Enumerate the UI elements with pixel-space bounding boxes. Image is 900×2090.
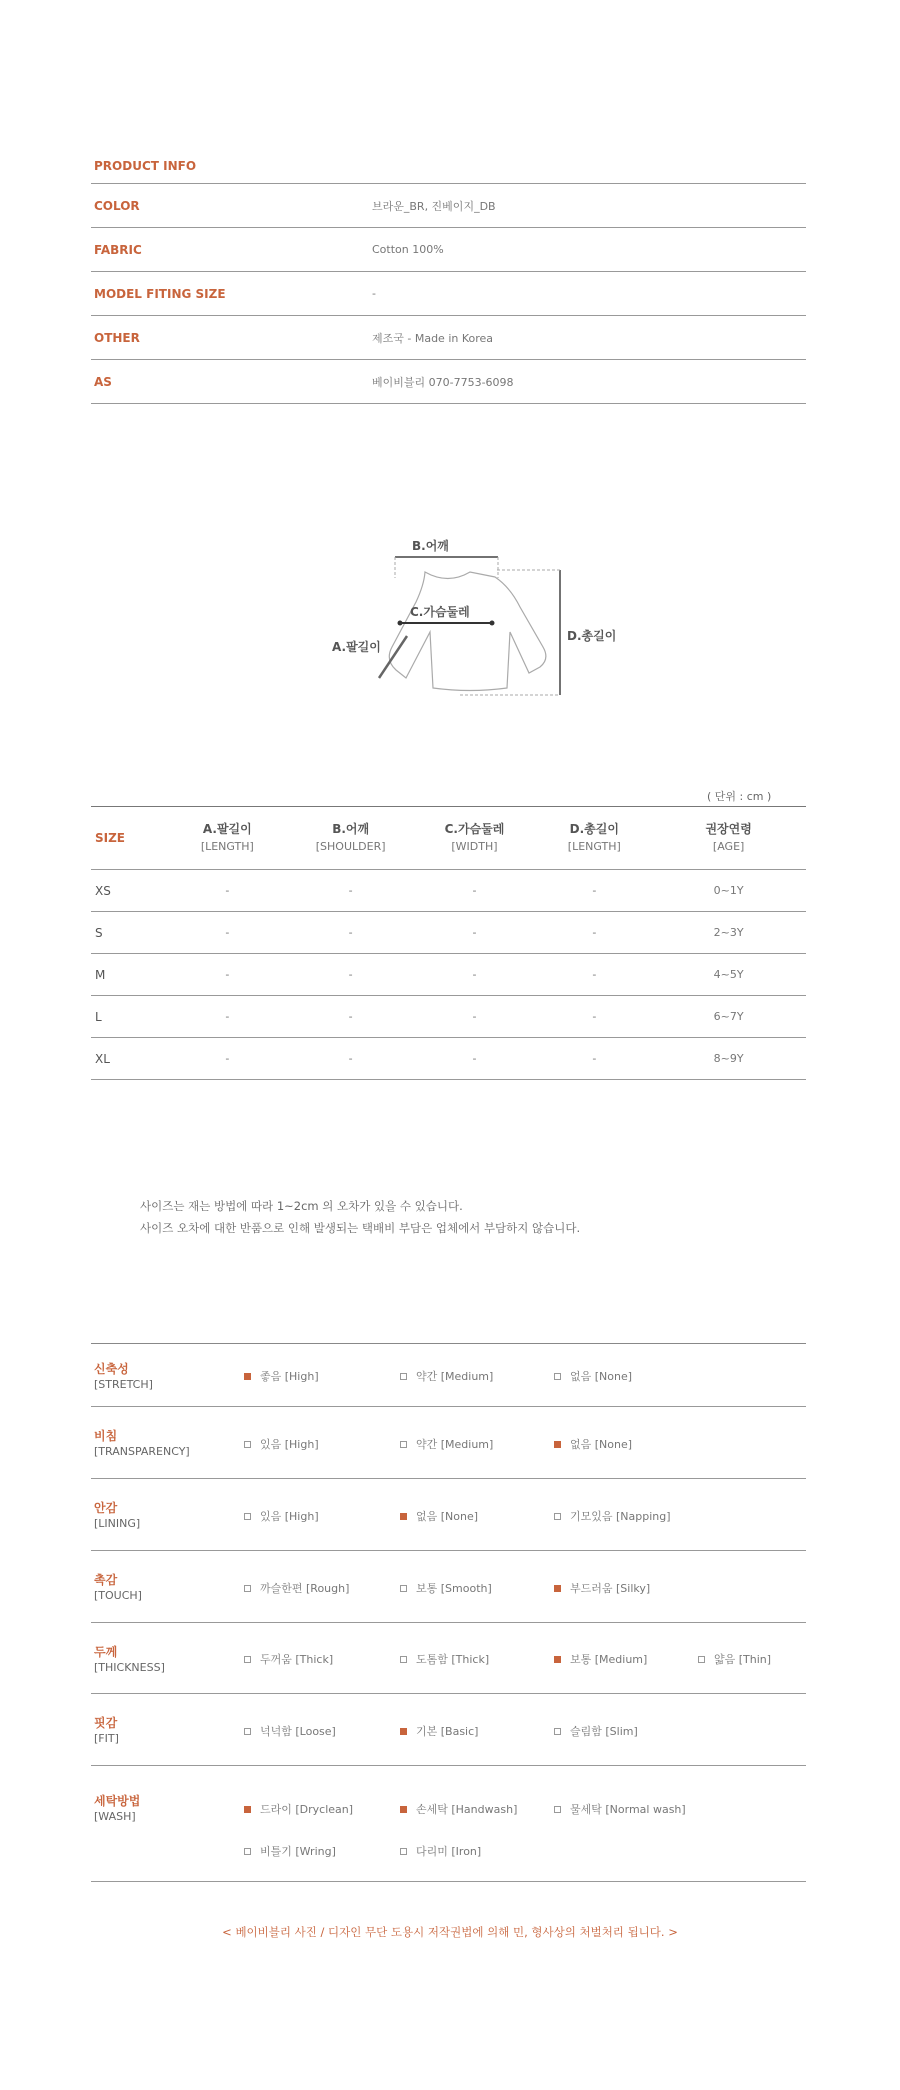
option-label: 까슬한편 [Rough] bbox=[260, 1582, 350, 1595]
option-label: 넉넉함 [Loose] bbox=[260, 1725, 336, 1738]
attribute-option bbox=[244, 1368, 319, 1384]
attribute-option bbox=[554, 1723, 638, 1739]
product-info-table bbox=[91, 150, 806, 404]
size-table bbox=[91, 806, 806, 1080]
attribute-label bbox=[94, 1361, 153, 1393]
size-cell: - bbox=[348, 884, 353, 897]
attribute-name-en: [FIT] bbox=[94, 1732, 119, 1745]
unchecked-box-icon bbox=[554, 1513, 561, 1520]
size-cell: - bbox=[225, 926, 230, 939]
attribute-name: 촉감 bbox=[94, 1573, 118, 1587]
size-cell: - bbox=[225, 968, 230, 981]
attribute-label bbox=[94, 1793, 140, 1825]
product-info-row bbox=[91, 271, 806, 315]
attribute-option bbox=[244, 1508, 319, 1524]
option-label: 기모있음 [Napping] bbox=[570, 1510, 671, 1523]
attribute-label bbox=[94, 1572, 142, 1604]
option-label: 비틀기 [Wring] bbox=[260, 1845, 336, 1858]
size-row bbox=[91, 912, 806, 954]
fabric-attributes-table bbox=[91, 1343, 806, 1882]
attribute-row bbox=[91, 1551, 806, 1623]
attribute-option bbox=[554, 1580, 650, 1596]
checked-box-icon bbox=[554, 1656, 561, 1663]
checked-box-icon bbox=[400, 1806, 407, 1813]
attribute-option bbox=[698, 1651, 771, 1667]
attribute-name: 핏감 bbox=[94, 1716, 118, 1730]
product-info-value: 제조국 - Made in Korea bbox=[372, 331, 494, 345]
attribute-row bbox=[91, 1694, 806, 1766]
size-name: M bbox=[95, 967, 106, 982]
product-info-row bbox=[91, 315, 806, 359]
unchecked-box-icon bbox=[244, 1728, 251, 1735]
size-cell: - bbox=[592, 1052, 597, 1065]
attribute-name-en: [WASH] bbox=[94, 1810, 136, 1823]
attribute-name-en: [LINING] bbox=[94, 1517, 141, 1530]
attribute-option bbox=[244, 1723, 336, 1739]
unchecked-box-icon bbox=[400, 1656, 407, 1663]
checked-box-icon bbox=[400, 1728, 407, 1735]
size-name: XL bbox=[95, 1051, 110, 1066]
unchecked-box-icon bbox=[554, 1728, 561, 1735]
size-row bbox=[91, 870, 806, 912]
unchecked-box-icon bbox=[698, 1656, 705, 1663]
attribute-label bbox=[94, 1500, 140, 1532]
attribute-row bbox=[91, 1407, 806, 1479]
option-label: 드라이 [Dryclean] bbox=[260, 1803, 354, 1816]
col-header: 권장연령 bbox=[705, 822, 752, 836]
attribute-option bbox=[400, 1580, 492, 1596]
attribute-label bbox=[94, 1715, 119, 1747]
attribute-row bbox=[91, 1479, 806, 1551]
attribute-name-en: [TRANSPARENCY] bbox=[94, 1445, 190, 1458]
attribute-option bbox=[554, 1436, 632, 1452]
product-info-label: FABRIC bbox=[94, 242, 142, 257]
size-name: L bbox=[95, 1009, 102, 1024]
size-table-header bbox=[91, 807, 806, 870]
attribute-option bbox=[244, 1651, 333, 1667]
option-label: 없음 [None] bbox=[570, 1438, 633, 1451]
size-cell: - bbox=[472, 1052, 477, 1065]
attribute-option bbox=[400, 1651, 489, 1667]
unchecked-box-icon bbox=[400, 1441, 407, 1448]
size-cell: - bbox=[348, 926, 353, 939]
unchecked-box-icon bbox=[244, 1656, 251, 1663]
garment-measurement-diagram bbox=[330, 535, 630, 710]
attribute-label bbox=[94, 1644, 165, 1676]
col-subheader: [LENGTH] bbox=[200, 840, 254, 853]
size-cell: - bbox=[592, 926, 597, 939]
size-unit-label: ( 단위 : cm ) bbox=[707, 790, 772, 803]
col-header: B.어깨 bbox=[332, 822, 370, 836]
attribute-row bbox=[91, 1766, 806, 1882]
attribute-option bbox=[244, 1436, 319, 1452]
option-label: 없음 [None] bbox=[416, 1510, 479, 1523]
option-label: 얇음 [Thin] bbox=[714, 1653, 772, 1666]
attribute-name: 신축성 bbox=[94, 1362, 129, 1376]
attribute-option bbox=[400, 1843, 481, 1859]
option-label: 물세탁 [Normal wash] bbox=[570, 1803, 686, 1816]
size-cell: 0~1Y bbox=[713, 884, 744, 897]
attribute-label bbox=[94, 1428, 190, 1460]
size-cell: - bbox=[592, 1010, 597, 1023]
checked-box-icon bbox=[244, 1806, 251, 1813]
garment-sketch bbox=[330, 535, 630, 710]
attribute-option bbox=[400, 1436, 493, 1452]
checked-box-icon bbox=[400, 1513, 407, 1520]
unchecked-box-icon bbox=[244, 1513, 251, 1520]
size-cell: 2~3Y bbox=[713, 926, 744, 939]
size-notes bbox=[140, 1195, 580, 1239]
col-subheader: [WIDTH] bbox=[451, 840, 498, 853]
option-label: 있음 [High] bbox=[260, 1510, 319, 1523]
size-row bbox=[91, 954, 806, 996]
size-cell: - bbox=[348, 1010, 353, 1023]
option-label: 없음 [None] bbox=[570, 1370, 633, 1383]
size-cell: - bbox=[225, 1052, 230, 1065]
product-info-value: Cotton 100% bbox=[372, 243, 444, 256]
diagram-label-sleeve: A.팔길이 bbox=[332, 640, 381, 654]
size-cell: - bbox=[225, 884, 230, 897]
attribute-row bbox=[91, 1344, 806, 1407]
attribute-option bbox=[400, 1368, 493, 1384]
attribute-option bbox=[400, 1723, 478, 1739]
copyright-notice: < 베이비블리 사진 / 디자인 무단 도용시 저작권법에 의해 민, 형사상의 처벌처리 됩니다. > bbox=[222, 1925, 678, 1939]
option-label: 부드러움 [Silky] bbox=[570, 1582, 651, 1595]
size-cell: - bbox=[592, 884, 597, 897]
size-name: S bbox=[95, 925, 103, 940]
attribute-option bbox=[400, 1801, 517, 1817]
option-label: 슬림함 [Slim] bbox=[570, 1725, 638, 1738]
unchecked-box-icon bbox=[244, 1848, 251, 1855]
col-header: C.가슴둘레 bbox=[444, 822, 505, 836]
product-info-value: - bbox=[372, 287, 376, 300]
option-label: 보통 [Medium] bbox=[570, 1653, 648, 1666]
attribute-name: 두께 bbox=[94, 1645, 118, 1659]
attribute-name-en: [STRETCH] bbox=[94, 1378, 153, 1391]
attribute-option bbox=[244, 1843, 336, 1859]
unchecked-box-icon bbox=[554, 1806, 561, 1813]
size-cell: - bbox=[592, 968, 597, 981]
size-cell: 4~5Y bbox=[713, 968, 744, 981]
col-subheader: [AGE] bbox=[712, 840, 745, 853]
attribute-option bbox=[244, 1580, 349, 1596]
diagram-label-width: C.가슴둘레 bbox=[410, 605, 470, 619]
product-info-label: AS bbox=[94, 374, 112, 389]
unchecked-box-icon bbox=[400, 1848, 407, 1855]
size-cell: - bbox=[472, 884, 477, 897]
attribute-option bbox=[400, 1508, 478, 1524]
product-info-value: 브라운_BR, 진베이지_DB bbox=[372, 199, 496, 213]
option-label: 기본 [Basic] bbox=[416, 1725, 479, 1738]
size-cell: - bbox=[472, 926, 477, 939]
product-info-title: PRODUCT INFO bbox=[94, 159, 197, 173]
unchecked-box-icon bbox=[554, 1373, 561, 1380]
size-row bbox=[91, 1038, 806, 1080]
attribute-name: 비침 bbox=[94, 1429, 118, 1443]
size-cell: - bbox=[472, 968, 477, 981]
size-name: XS bbox=[95, 883, 111, 898]
size-corner-label: SIZE bbox=[95, 831, 126, 845]
product-info-row bbox=[91, 227, 806, 271]
attribute-option bbox=[554, 1651, 647, 1667]
note-line: 사이즈 오차에 대한 반품으로 인해 발생되는 택배비 부담은 업체에서 부담하지 않습니다. bbox=[140, 1221, 581, 1235]
attribute-option bbox=[554, 1368, 632, 1384]
note-line: 사이즈는 재는 방법에 따라 1~2cm 의 오차가 있을 수 있습니다. bbox=[140, 1199, 463, 1213]
checked-box-icon bbox=[554, 1441, 561, 1448]
product-info-value: 베이비블리 070-7753-6098 bbox=[372, 375, 514, 389]
checked-box-icon bbox=[554, 1585, 561, 1592]
col-subheader: [SHOULDER] bbox=[315, 840, 386, 853]
option-label: 두꺼움 [Thick] bbox=[260, 1653, 334, 1666]
attribute-name: 안감 bbox=[94, 1501, 118, 1515]
unchecked-box-icon bbox=[400, 1585, 407, 1592]
size-cell: - bbox=[348, 968, 353, 981]
checked-box-icon bbox=[244, 1373, 251, 1380]
size-cell: 6~7Y bbox=[713, 1010, 744, 1023]
size-cell: - bbox=[348, 1052, 353, 1065]
product-info-label: COLOR bbox=[94, 198, 140, 213]
size-cell: - bbox=[472, 1010, 477, 1023]
size-cell: - bbox=[225, 1010, 230, 1023]
option-label: 손세탁 [Handwash] bbox=[416, 1803, 518, 1816]
option-label: 있음 [High] bbox=[260, 1438, 319, 1451]
option-label: 약간 [Medium] bbox=[416, 1370, 494, 1383]
attribute-name: 세탁방법 bbox=[94, 1794, 141, 1808]
product-info-label: OTHER bbox=[94, 330, 140, 345]
option-label: 좋음 [High] bbox=[260, 1370, 319, 1383]
col-header: D.총길이 bbox=[569, 822, 619, 836]
col-subheader: [LENGTH] bbox=[567, 840, 621, 853]
product-info-row bbox=[91, 359, 806, 404]
unchecked-box-icon bbox=[244, 1585, 251, 1592]
diagram-label-shoulder: B.어깨 bbox=[412, 539, 449, 553]
product-info-label: MODEL FITING SIZE bbox=[94, 286, 226, 301]
size-cell: 8~9Y bbox=[713, 1052, 744, 1065]
option-label: 보통 [Smooth] bbox=[416, 1582, 492, 1595]
attribute-option bbox=[554, 1508, 671, 1524]
option-label: 도톰함 [Thick] bbox=[416, 1653, 490, 1666]
col-header: A.팔길이 bbox=[202, 822, 252, 836]
attribute-name-en: [THICKNESS] bbox=[94, 1661, 165, 1674]
attribute-option bbox=[244, 1801, 353, 1817]
diagram-label-length: D.총길이 bbox=[567, 629, 617, 643]
unchecked-box-icon bbox=[244, 1441, 251, 1448]
attribute-option bbox=[554, 1801, 686, 1817]
attribute-row bbox=[91, 1623, 806, 1694]
size-row bbox=[91, 996, 806, 1038]
option-label: 다리미 [Iron] bbox=[416, 1845, 482, 1858]
attribute-name-en: [TOUCH] bbox=[94, 1589, 142, 1602]
unchecked-box-icon bbox=[400, 1373, 407, 1380]
product-info-row bbox=[91, 183, 806, 227]
option-label: 약간 [Medium] bbox=[416, 1438, 494, 1451]
